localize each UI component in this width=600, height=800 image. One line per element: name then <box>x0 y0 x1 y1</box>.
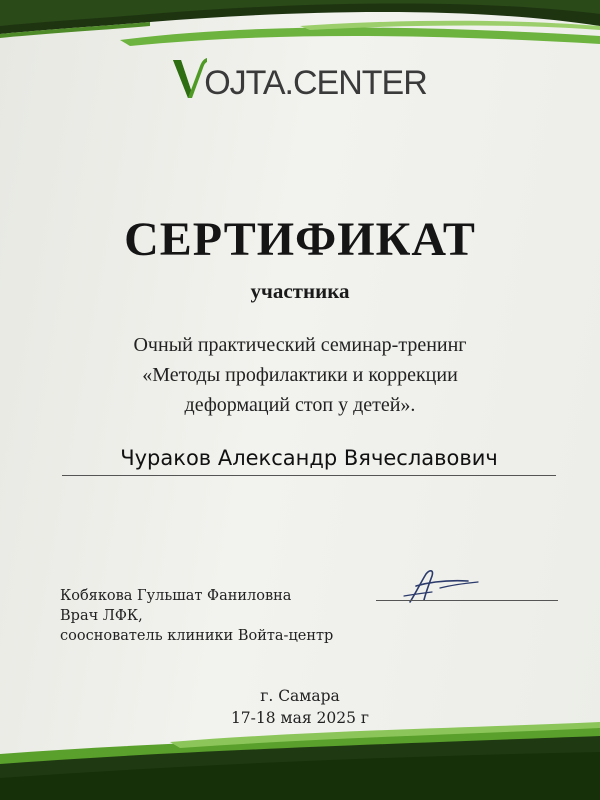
event-line: «Методы профилактики и коррекции <box>142 364 458 386</box>
participant-underline <box>62 475 556 476</box>
certificate-title: СЕРТИФИКАТ <box>124 213 476 266</box>
participant-name: Чураков Александр Вячеславович <box>120 446 498 470</box>
signer-role: сооснователь клиники Войта-центр <box>60 628 334 644</box>
bottom-wave-decoration <box>0 720 600 800</box>
event-description <box>50 330 550 420</box>
event-line: Очный практический семинар-тренинг <box>133 334 467 356</box>
logo-v-mark-icon <box>173 56 207 100</box>
event-line: деформаций стоп у детей». <box>184 394 416 416</box>
certificate-subtitle: участника <box>250 279 350 303</box>
event-date: 17-18 мая 2025 г <box>230 709 370 727</box>
signer-position: Врач ЛФК, <box>60 608 143 624</box>
signature-line <box>376 600 558 601</box>
signer-name: Кобякова Гульшат Фаниловна <box>60 588 292 604</box>
vojta-center-logo <box>0 56 600 103</box>
logo-text: OJTA.CENTER <box>204 64 427 102</box>
city: г. Самара <box>260 687 340 705</box>
signer-block <box>60 586 333 646</box>
place-and-date <box>0 685 600 729</box>
